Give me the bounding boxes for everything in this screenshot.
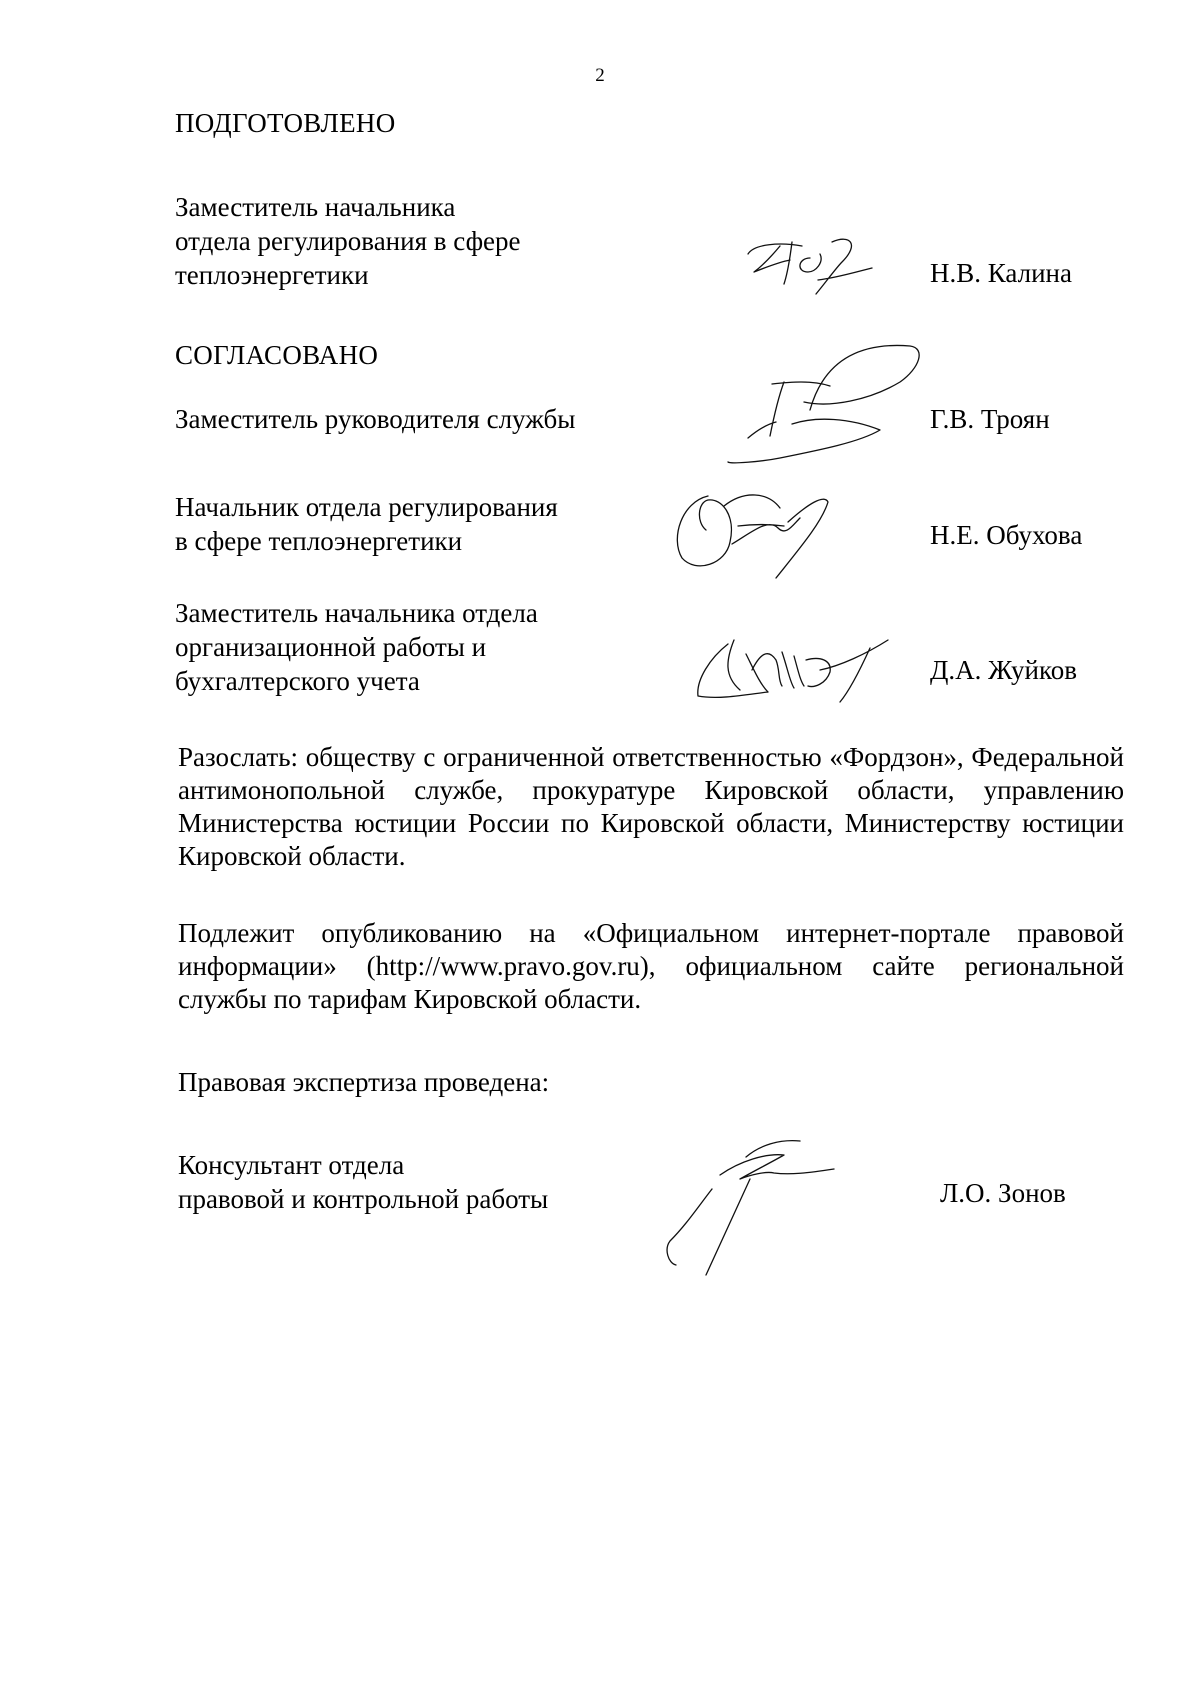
agreed-signer-role: Заместитель начальника отдела организационной работы и бухгалтерского учета <box>175 598 538 696</box>
page-number: 2 <box>595 65 605 86</box>
publication-paragraph: Подлежит опубликованию на «Официальном интернет-портале правовой информации» (http://www.pravo.gov.ru), официальном сайте региональной службы по тарифам Кировской области. <box>178 918 1124 1014</box>
signature-zhuikov <box>690 630 900 710</box>
signature-obukhova <box>668 478 838 588</box>
signature-zonov <box>650 1135 860 1285</box>
legal-review-statement: Правовая экспертиза проведена: <box>178 1067 550 1097</box>
agreed-signer-role: Начальник отдела регулирования в сфере теплоэнергетики <box>175 492 558 556</box>
distribution-paragraph: Разослать: обществу с ограниченной ответственностью «Фордзон», Федеральной антимонопольной службе, прокуратуре Кировской области, управлению Министерства юстиции России по Кировской области, Министерству юстиции Кировской области. <box>178 742 1124 871</box>
agreed-signer-name: Д.А. Жуйков <box>930 655 1077 685</box>
signature-troyan <box>720 338 930 478</box>
legal-review-signer-role: Консультант отдела правовой и контрольной работы <box>178 1150 549 1214</box>
signature-kalina <box>740 232 890 312</box>
legal-review-signer-name: Л.О. Зонов <box>940 1178 1066 1208</box>
prepared-signer-name: Н.В. Калина <box>930 258 1072 288</box>
prepared-heading: ПОДГОТОВЛЕНО <box>175 108 396 138</box>
agreed-signer-name: Н.Е. Обухова <box>930 520 1083 550</box>
agreed-signer-role: Заместитель руководителя службы <box>175 404 576 434</box>
prepared-signer-role: Заместитель начальника отдела регулирования в сфере теплоэнергетики <box>175 192 521 290</box>
agreed-heading: СОГЛАСОВАНО <box>175 340 379 370</box>
agreed-signer-name: Г.В. Троян <box>930 404 1050 434</box>
